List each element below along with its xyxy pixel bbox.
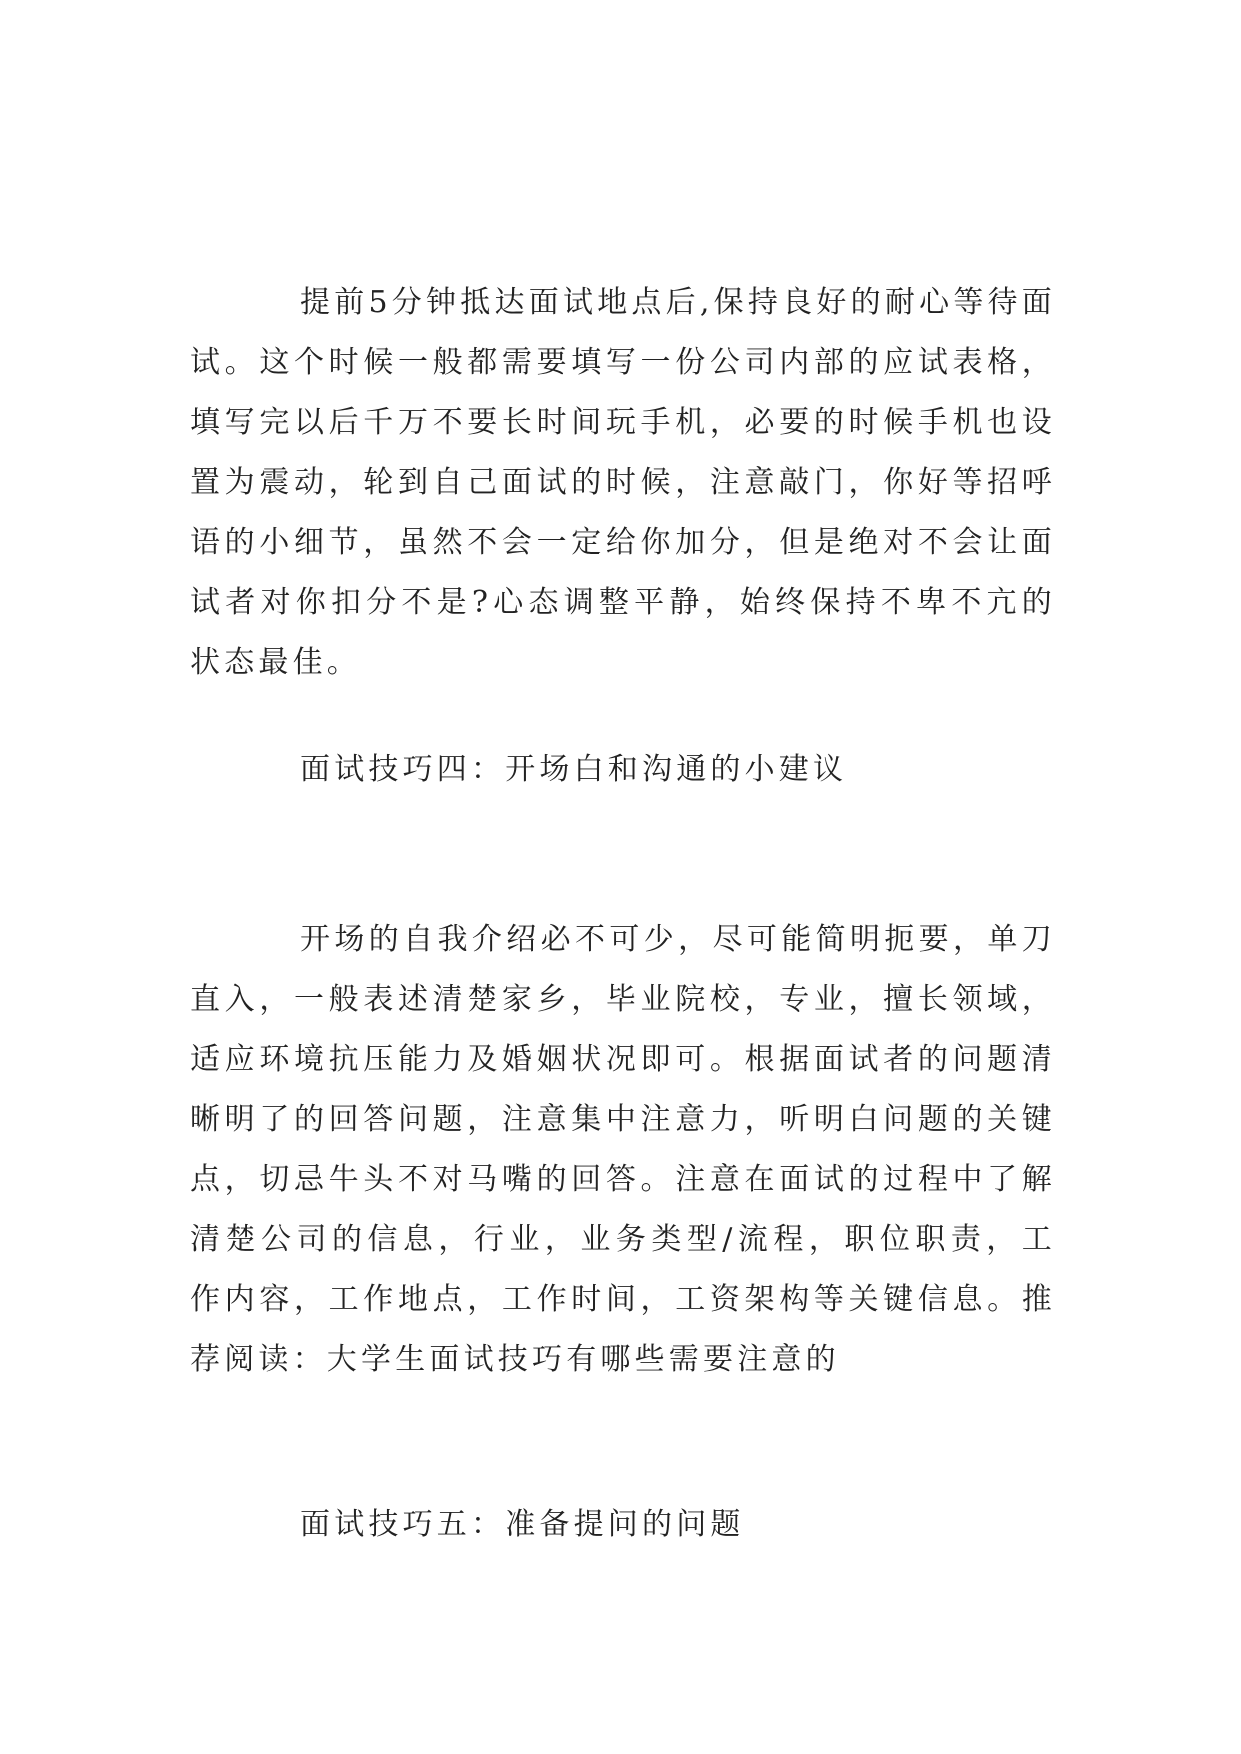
paragraph-self-introduction: 开场的自我介绍必不可少，尽可能简明扼要，单刀直入，一般表述清楚家乡，毕业院校，专业，擅长领域，适应环境抗压能力及婚姻状况即可。根据面试者的问题清晰明了的回答问题，注意集中注意力，听明白问题的关键点，切忌牛头不对马嘴的回答。注意在面试的过程中了解清楚公司的信息，行业，业务类型/流程，职位职责，工作内容，工作地点，工作时间，工资架构等关键信息。推荐阅读：大学生面试技巧有哪些需要注意的 xyxy=(190,922,1056,1377)
section-heading-tip-five: 面试技巧五：准备提问的问题 xyxy=(300,1507,745,1542)
section-heading-tip-four: 面试技巧四：开场白和沟通的小建议 xyxy=(300,752,848,787)
paragraph-arrival-tips: 提前5分钟抵达面试地点后,保持良好的耐心等待面试。这个时候一般都需要填写一份公司内部的应试表格，填写完以后千万不要长时间玩手机，必要的时候手机也设置为震动，轮到自己面试的时候，注意敲门，你好等招呼语的小细节，虽然不会一定给你加分，但是绝对不会让面试者对你扣分不是?心态调整平静，始终保持不卑不亢的状态最佳。 xyxy=(190,285,1056,680)
